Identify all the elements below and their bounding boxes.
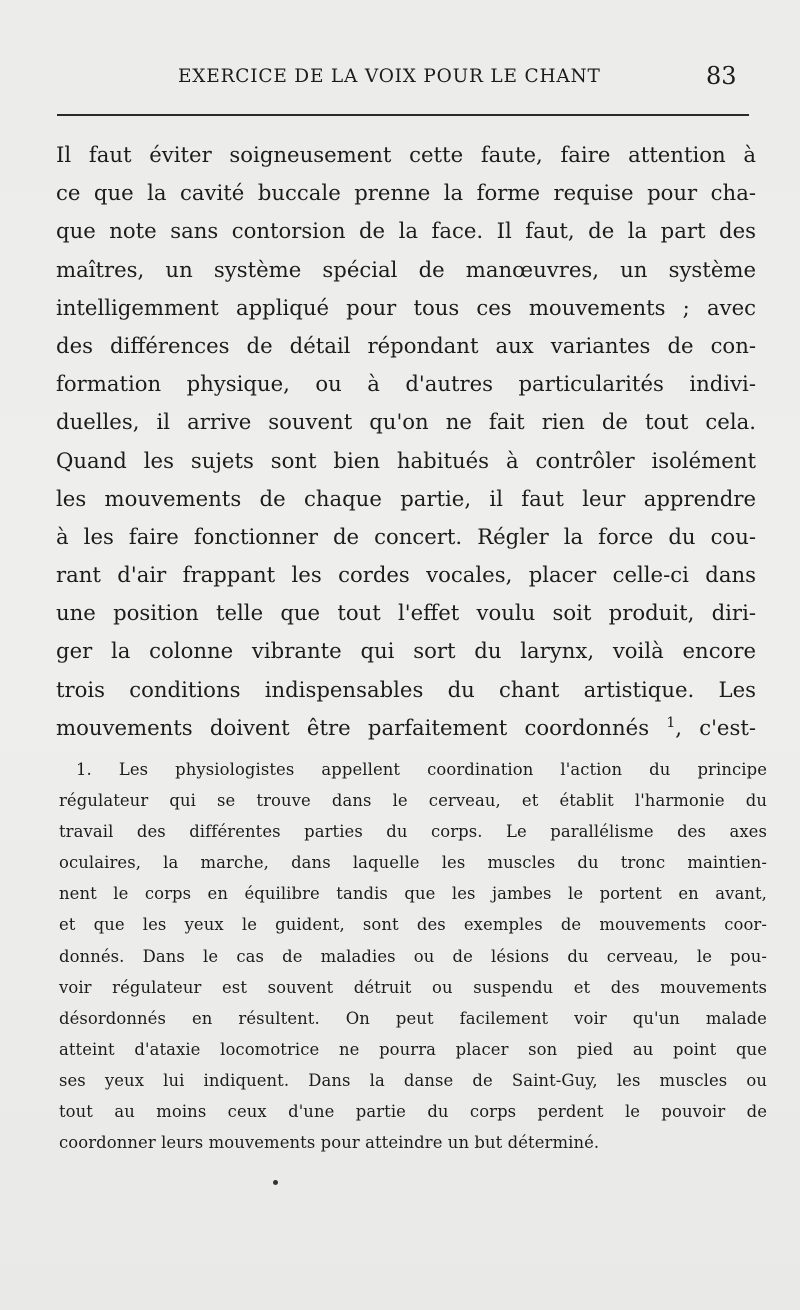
footnote-line: atteint d'ataxie locomotrice ne pourra placer son pied au point que	[59, 1039, 767, 1059]
body-last-text: mouvements doivent être parfaitement coordonnés	[56, 714, 650, 740]
body-text	[56, 136, 756, 747]
footnote	[59, 754, 767, 1158]
body-line: des différences de détail répondant aux variantes de con-	[56, 332, 756, 358]
running-head	[0, 62, 800, 96]
print-speck	[273, 1180, 278, 1185]
body-line: intelligemment appliqué pour tous ces mouvements ; avec	[56, 294, 756, 320]
body-line: rant d'air frappant les cordes vocales, placer celle-ci dans	[56, 562, 756, 588]
body-line: trois conditions indispensables du chant artistique. Les	[56, 676, 756, 702]
footnote-line: travail des différentes parties du corps. Le parallélisme des axes	[59, 822, 767, 842]
footnote-line: tout au moins ceux d'une partie du corps perdent le pouvoir de	[59, 1102, 767, 1122]
footnote-marker: 1	[666, 714, 676, 731]
body-line: ger la colonne vibrante qui sort du larynx, voilà encore	[56, 638, 756, 664]
footnote-line: donnés. Dans le cas de maladies ou de lésions du cerveau, le pou-	[59, 946, 767, 966]
body-line: duelles, il arrive souvent qu'on ne fait rien de tout cela.	[56, 409, 756, 435]
footnote-line: ses yeux lui indiquent. Dans la danse de Saint-Guy, les muscles ou	[59, 1070, 767, 1090]
body-line: maîtres, un système spécial de manœuvres, un système	[56, 256, 756, 282]
body-last-text-end: , c'est-	[675, 714, 756, 740]
body-line-last	[56, 709, 756, 747]
footnote-line: coordonner leurs mouvements pour atteindre un but déterminé.	[59, 1133, 600, 1153]
body-line: Quand les sujets sont bien habitués à contrôler isolément	[56, 447, 756, 473]
body-line: à les faire fonctionner de concert. Régler la force du cou-	[56, 523, 756, 549]
body-line: que note sans contorsion de la face. Il faut, de la part des	[56, 218, 756, 244]
body-line: formation physique, ou à d'autres particularités indivi-	[56, 371, 756, 397]
page-number: 83	[706, 62, 737, 90]
running-title: EXERCICE DE LA VOIX POUR LE CHANT	[178, 66, 601, 87]
footnote-line: régulateur qui se trouve dans le cerveau, et établit l'harmonie du	[59, 791, 767, 811]
body-line: Il faut éviter soigneusement cette faute, faire attention à	[56, 142, 756, 167]
footnote-line: oculaires, la marche, dans laquelle les muscles du tronc maintien-	[59, 853, 767, 873]
body-line: une position telle que tout l'effet voulu soit produit, diri-	[56, 600, 756, 626]
footnote-line: et que les yeux le guident, sont des exemples de mouvements coor-	[59, 915, 767, 935]
footnote-line: voir régulateur est souvent détruit ou suspendu et des mouvements	[59, 977, 767, 997]
footnote-line: désordonnés en résultent. On peut facilement voir qu'un malade	[59, 1008, 767, 1028]
footnote-line: 1. Les physiologistes appellent coordination l'action du principe	[76, 760, 767, 779]
footnote-line: nent le corps en équilibre tandis que les jambes le portent en avant,	[59, 884, 767, 904]
body-line: les mouvements de chaque partie, il faut leur apprendre	[56, 485, 756, 511]
header-rule	[57, 114, 749, 116]
body-line: ce que la cavité buccale prenne la forme requise pour cha-	[56, 180, 756, 206]
